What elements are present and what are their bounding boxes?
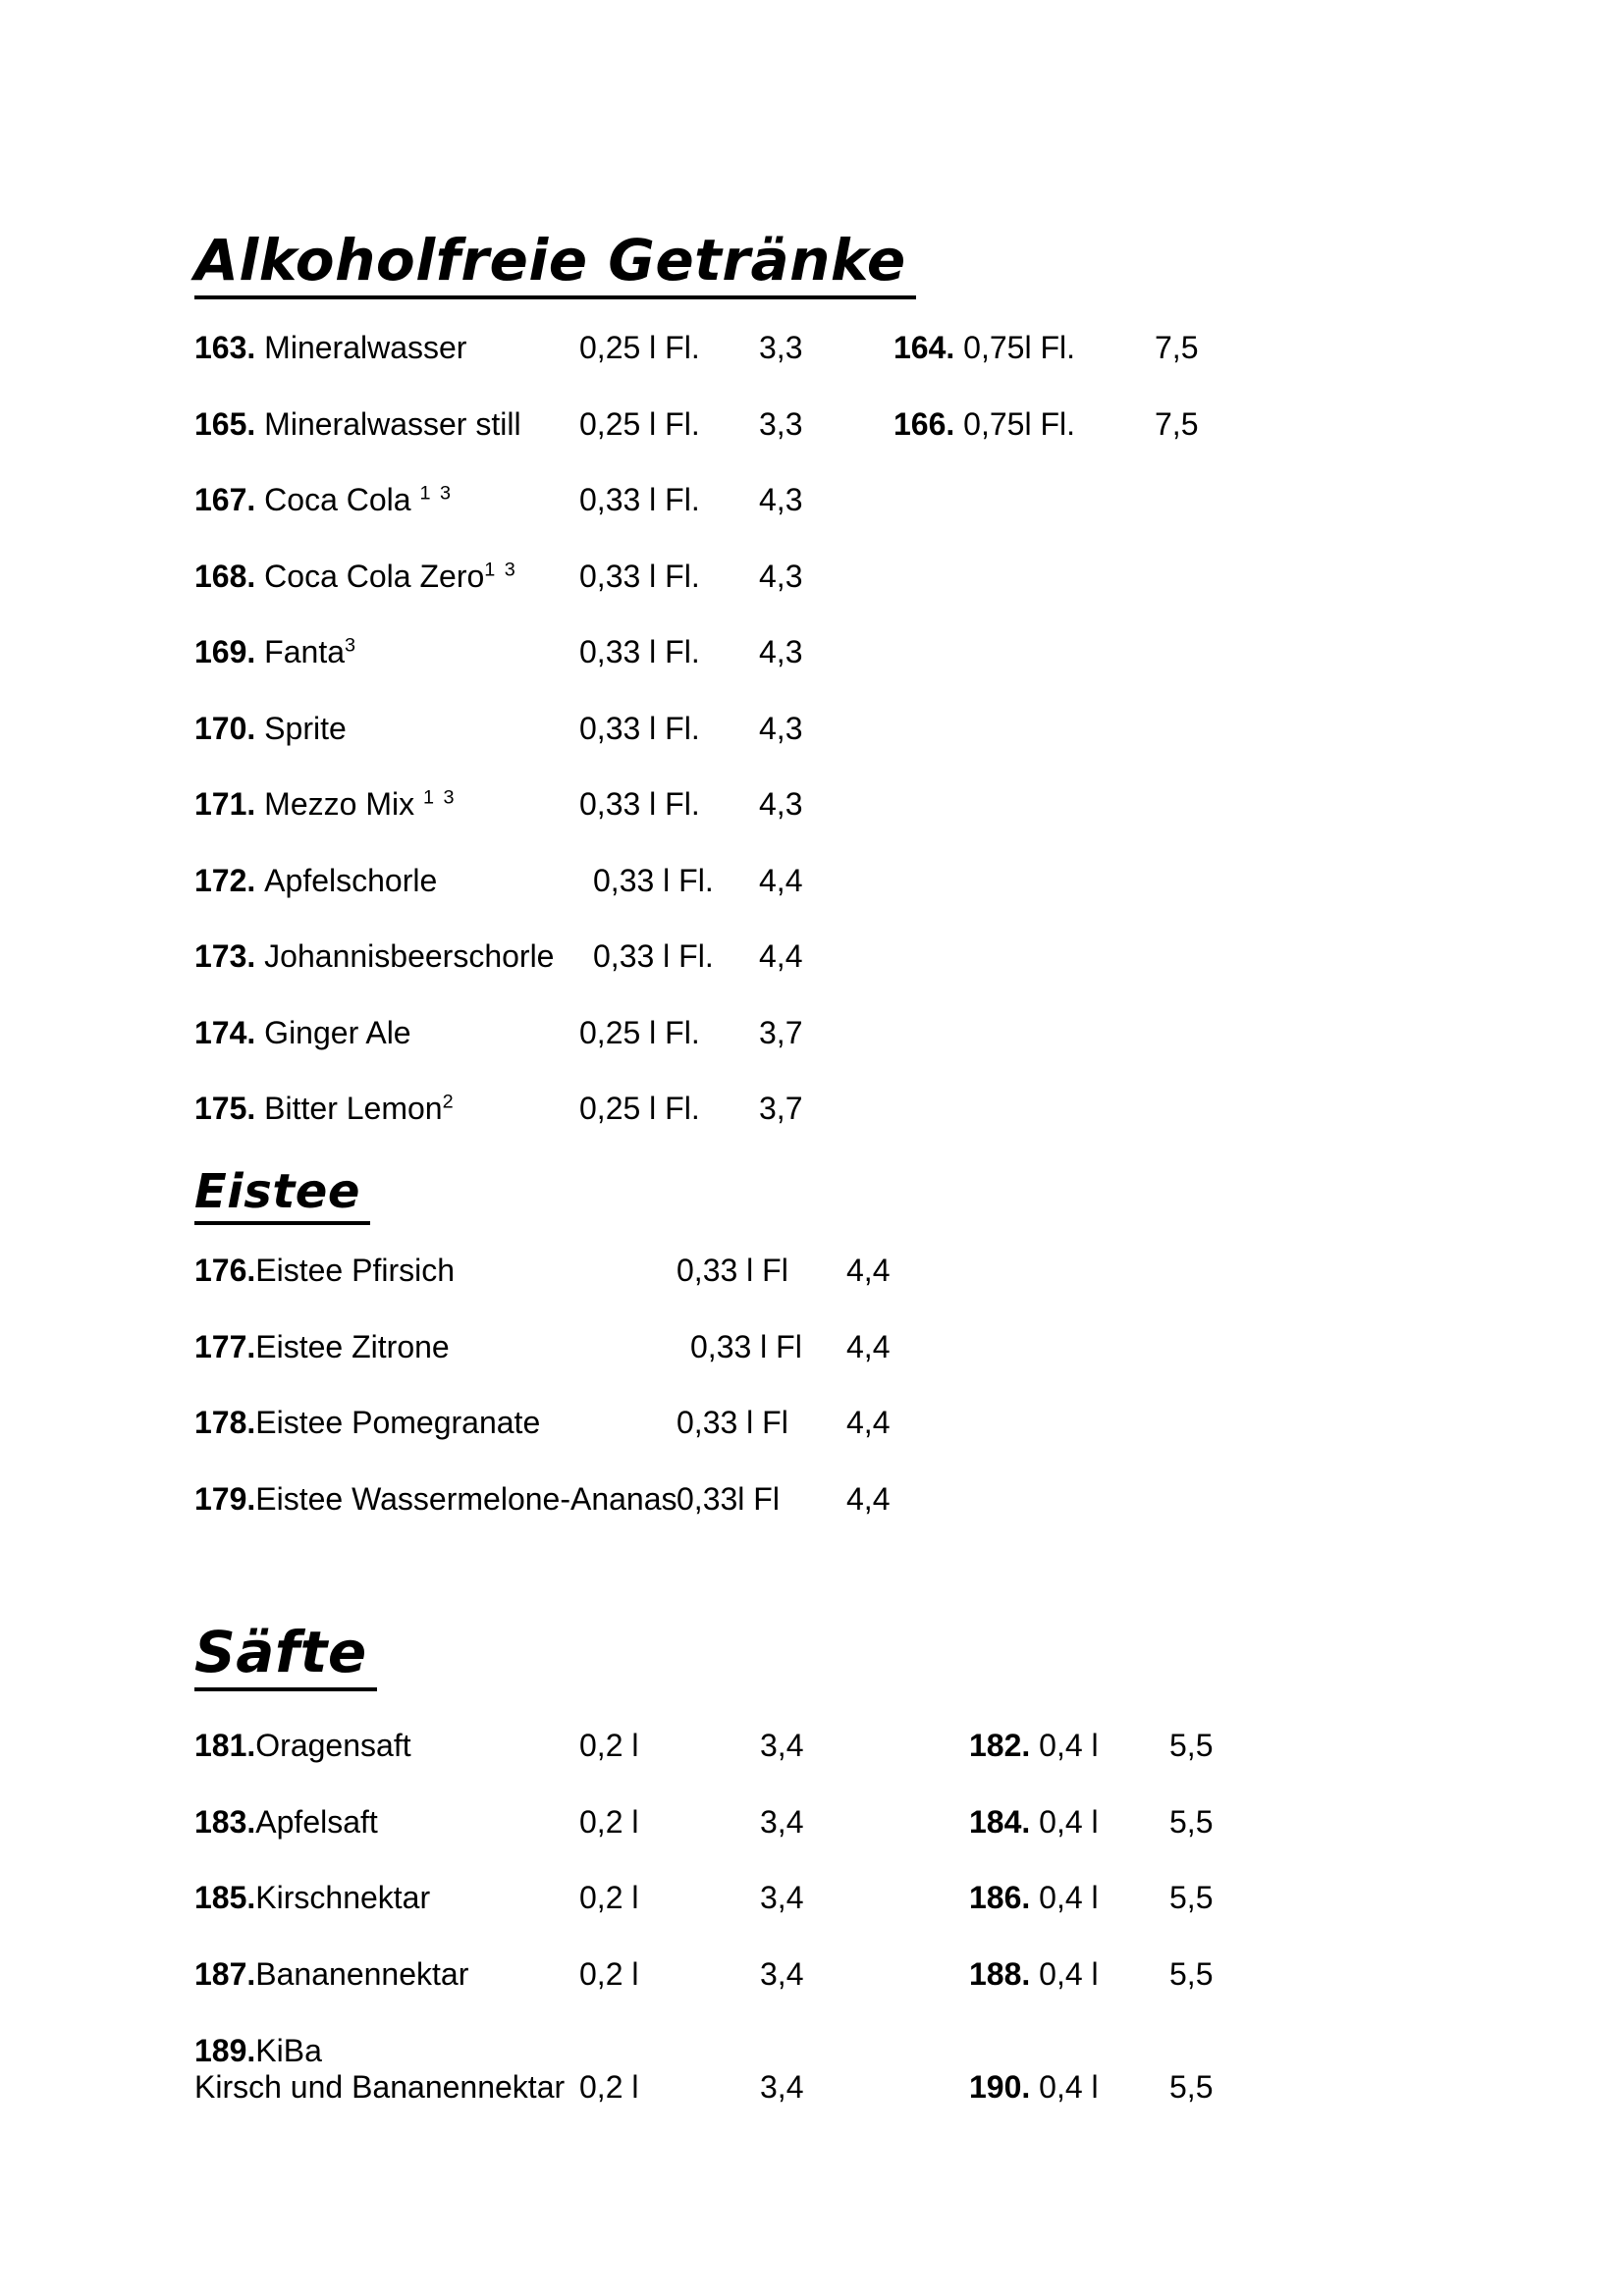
item-size: 0,2 l [579, 1955, 639, 1992]
item-name: Kirschnektar [255, 1880, 431, 1916]
item-label [194, 634, 579, 670]
item-price: 3,4 [760, 1803, 804, 1840]
menu-item-row [194, 995, 1614, 1072]
item-price: 3,7 [759, 1014, 803, 1050]
item-label [194, 786, 579, 823]
item-label [194, 1329, 677, 1365]
item-label [194, 1880, 579, 1916]
item-size: 0,2 l [579, 1880, 639, 1916]
menu-item-row [194, 919, 1614, 995]
item-label [194, 406, 579, 443]
item-price: 3,4 [760, 1880, 804, 1916]
menu-item-row [194, 1395, 1614, 1471]
item-number: 176. [194, 1253, 256, 1289]
item-label [194, 938, 579, 975]
item-number: 175. [194, 1091, 265, 1127]
menu-item-row [194, 843, 1614, 920]
item-name: Bitter Lemon [264, 1091, 443, 1127]
item-size: 0,25 l Fl. [579, 1014, 700, 1050]
item-size: 0,33 l Fl. [593, 938, 714, 975]
item-alt-size: 0,75l Fl. [963, 405, 1075, 442]
item-size: 0,25 l Fl. [579, 405, 700, 442]
item-footnote-marker: 3 [345, 634, 358, 657]
menu-item-row [194, 539, 1614, 615]
menu-item-row [194, 1071, 1614, 1148]
item-label [194, 482, 579, 518]
item-alt-number: 182. [969, 1728, 1031, 1764]
item-name: Eistee Zitrone [255, 1328, 450, 1364]
item-label [194, 1091, 579, 1127]
item-price: 4,3 [759, 786, 803, 823]
item-size: 0,33 l Fl [677, 1405, 788, 1441]
item-number: 163. [194, 330, 265, 366]
menu-item-row [194, 614, 1614, 691]
item-number: 168. [194, 558, 265, 594]
item-price: 3,4 [760, 2069, 804, 2106]
item-footnote-marker: 2 [442, 1091, 456, 1113]
item-alt-price: 7,5 [1155, 405, 1199, 442]
menu-item-row [194, 1860, 1614, 1937]
item-number: 171. [194, 786, 265, 823]
item-label [194, 863, 579, 899]
menu-item-row [194, 1243, 1614, 1319]
menu-item-row [194, 767, 1614, 843]
item-number: 187. [194, 1955, 256, 1992]
item-alt-serving [969, 1728, 1169, 1764]
item-price: 4,3 [759, 558, 803, 594]
item-number: 189. [194, 2033, 256, 2069]
menu-item-row [194, 1708, 1614, 1785]
item-size: 0,33l Fl [677, 1480, 780, 1517]
item-price: 4,4 [846, 1253, 891, 1289]
item-size: 0,33 l Fl [690, 1328, 802, 1364]
item-price: 4,3 [759, 634, 803, 670]
item-name: Mineralwasser [264, 330, 467, 366]
item-price: 3,3 [759, 405, 803, 442]
item-price: 3,3 [759, 330, 803, 366]
item-number: 167. [194, 482, 265, 518]
section-title-alkoholfreie-getraenke: Alkoholfreie Getränke [194, 228, 916, 299]
item-number: 177. [194, 1328, 256, 1364]
item-alt-serving [893, 406, 1155, 443]
item-label [194, 330, 579, 366]
item-price: 4,4 [846, 1405, 891, 1441]
item-alt-number: 186. [969, 1880, 1031, 1916]
item-price: 4,3 [759, 482, 803, 518]
item-label [194, 1015, 579, 1051]
item-name: Apfelsaft [255, 1803, 378, 1840]
item-price: 4,4 [846, 1328, 891, 1364]
item-label [194, 559, 579, 595]
item-alt-price: 5,5 [1169, 1728, 1214, 1764]
section-rows-saefte [194, 1708, 1614, 2106]
menu-item-row [194, 2012, 1614, 2106]
item-footnote-marker: 1 3 [422, 786, 457, 809]
menu-item-row [194, 1471, 1614, 1548]
item-size: 0,33 l Fl. [579, 786, 700, 823]
item-alt-size: 0,4 l [1039, 1880, 1099, 1916]
menu-item-row [194, 1785, 1614, 1861]
item-alt-size: 0,4 l [1039, 2069, 1099, 2106]
item-alt-number: 164. [893, 330, 955, 366]
item-alt-number: 188. [969, 1955, 1031, 1992]
item-alt-price: 5,5 [1169, 1803, 1214, 1840]
item-label [194, 1481, 677, 1518]
item-number: 181. [194, 1728, 256, 1764]
item-number: 185. [194, 1880, 256, 1916]
item-price: 4,4 [846, 1480, 891, 1517]
item-size: 0,33 l Fl. [579, 558, 700, 594]
item-number: 174. [194, 1014, 265, 1050]
section-title-eistee: Eistee [194, 1165, 370, 1225]
item-label [194, 711, 579, 747]
item-label [194, 1804, 579, 1841]
item-alt-number: 184. [969, 1803, 1031, 1840]
item-alt-number: 190. [969, 2069, 1031, 2106]
item-alt-size: 0,4 l [1039, 1803, 1099, 1840]
item-size: 0,33 l Fl [677, 1253, 788, 1289]
menu-item-row [194, 691, 1614, 768]
item-number: 165. [194, 405, 265, 442]
item-number: 179. [194, 1480, 256, 1517]
item-size: 0,33 l Fl. [579, 710, 700, 746]
item-size: 0,33 l Fl. [579, 482, 700, 518]
item-name: Fanta [264, 634, 345, 670]
item-footnote-marker: 1 3 [419, 482, 454, 505]
item-footnote-marker: 1 3 [484, 559, 517, 581]
item-number: 183. [194, 1803, 256, 1840]
item-name: Eistee Pomegranate [255, 1405, 541, 1441]
menu-item-row [194, 1319, 1614, 1396]
section-title-saefte: Säfte [194, 1620, 377, 1691]
item-size: 0,25 l Fl. [579, 1091, 700, 1127]
item-alt-size: 0,4 l [1039, 1728, 1099, 1764]
item-label [194, 1253, 677, 1289]
item-name: Coca Cola [264, 482, 420, 518]
item-alt-price: 7,5 [1155, 330, 1199, 366]
item-name: Eistee Wassermelone-Ananas [255, 1480, 677, 1517]
item-price: 4,3 [759, 710, 803, 746]
item-size: 0,2 l [579, 1803, 639, 1840]
item-name: Oragensaft [255, 1728, 411, 1764]
item-size: 0,33 l Fl. [593, 862, 714, 898]
item-price: 4,4 [759, 938, 803, 975]
item-alt-price: 5,5 [1169, 1880, 1214, 1916]
item-name: Apfelschorle [264, 862, 438, 898]
item-number: 169. [194, 634, 265, 670]
item-alt-size: 0,75l Fl. [963, 330, 1075, 366]
item-label [194, 1405, 677, 1441]
item-name: Mezzo Mix [264, 786, 423, 823]
item-alt-serving [969, 1804, 1169, 1841]
item-price: 3,4 [760, 1728, 804, 1764]
menu-item-row [194, 1937, 1614, 2013]
item-name: KiBa [255, 2033, 322, 2069]
section-rows-alkoholfreie-getraenke [194, 310, 1614, 1148]
item-size: 0,33 l Fl. [579, 634, 700, 670]
item-name: Coca Cola Zero [264, 558, 485, 594]
item-number: 173. [194, 938, 265, 975]
item-name: Mineralwasser still [264, 405, 521, 442]
item-size: 0,2 l [579, 1728, 639, 1764]
item-size: 0,2 l [579, 2069, 639, 2106]
section-rows-eistee [194, 1243, 1614, 1547]
item-alt-price: 5,5 [1169, 2069, 1214, 2106]
item-alt-serving [893, 330, 1155, 366]
item-name: Sprite [264, 710, 347, 746]
item-alt-serving [969, 1956, 1169, 1993]
item-size: 0,25 l Fl. [579, 330, 700, 366]
item-name: Bananennektar [255, 1955, 469, 1992]
item-alt-price: 5,5 [1169, 1955, 1214, 1992]
item-number: 172. [194, 862, 265, 898]
item-alt-number: 166. [893, 405, 955, 442]
item-name: Ginger Ale [264, 1014, 411, 1050]
menu-item-row [194, 387, 1614, 463]
item-name: Eistee Pfirsich [255, 1253, 456, 1289]
item-price: 3,4 [760, 1955, 804, 1992]
item-alt-serving [969, 2069, 1169, 2106]
menu-item-row [194, 310, 1614, 387]
item-label [194, 1956, 579, 1993]
item-number: 178. [194, 1405, 256, 1441]
item-name: Johannisbeerschorle [264, 938, 555, 975]
item-price: 3,7 [759, 1091, 803, 1127]
item-alt-serving [969, 1880, 1169, 1916]
item-alt-size: 0,4 l [1039, 1955, 1099, 1992]
item-label [194, 2033, 579, 2106]
item-price: 4,4 [759, 862, 803, 898]
item-name-line2: Kirsch und Bananennektar [194, 2069, 566, 2106]
menu-item-row [194, 462, 1614, 539]
item-label [194, 1728, 579, 1764]
item-number: 170. [194, 710, 265, 746]
